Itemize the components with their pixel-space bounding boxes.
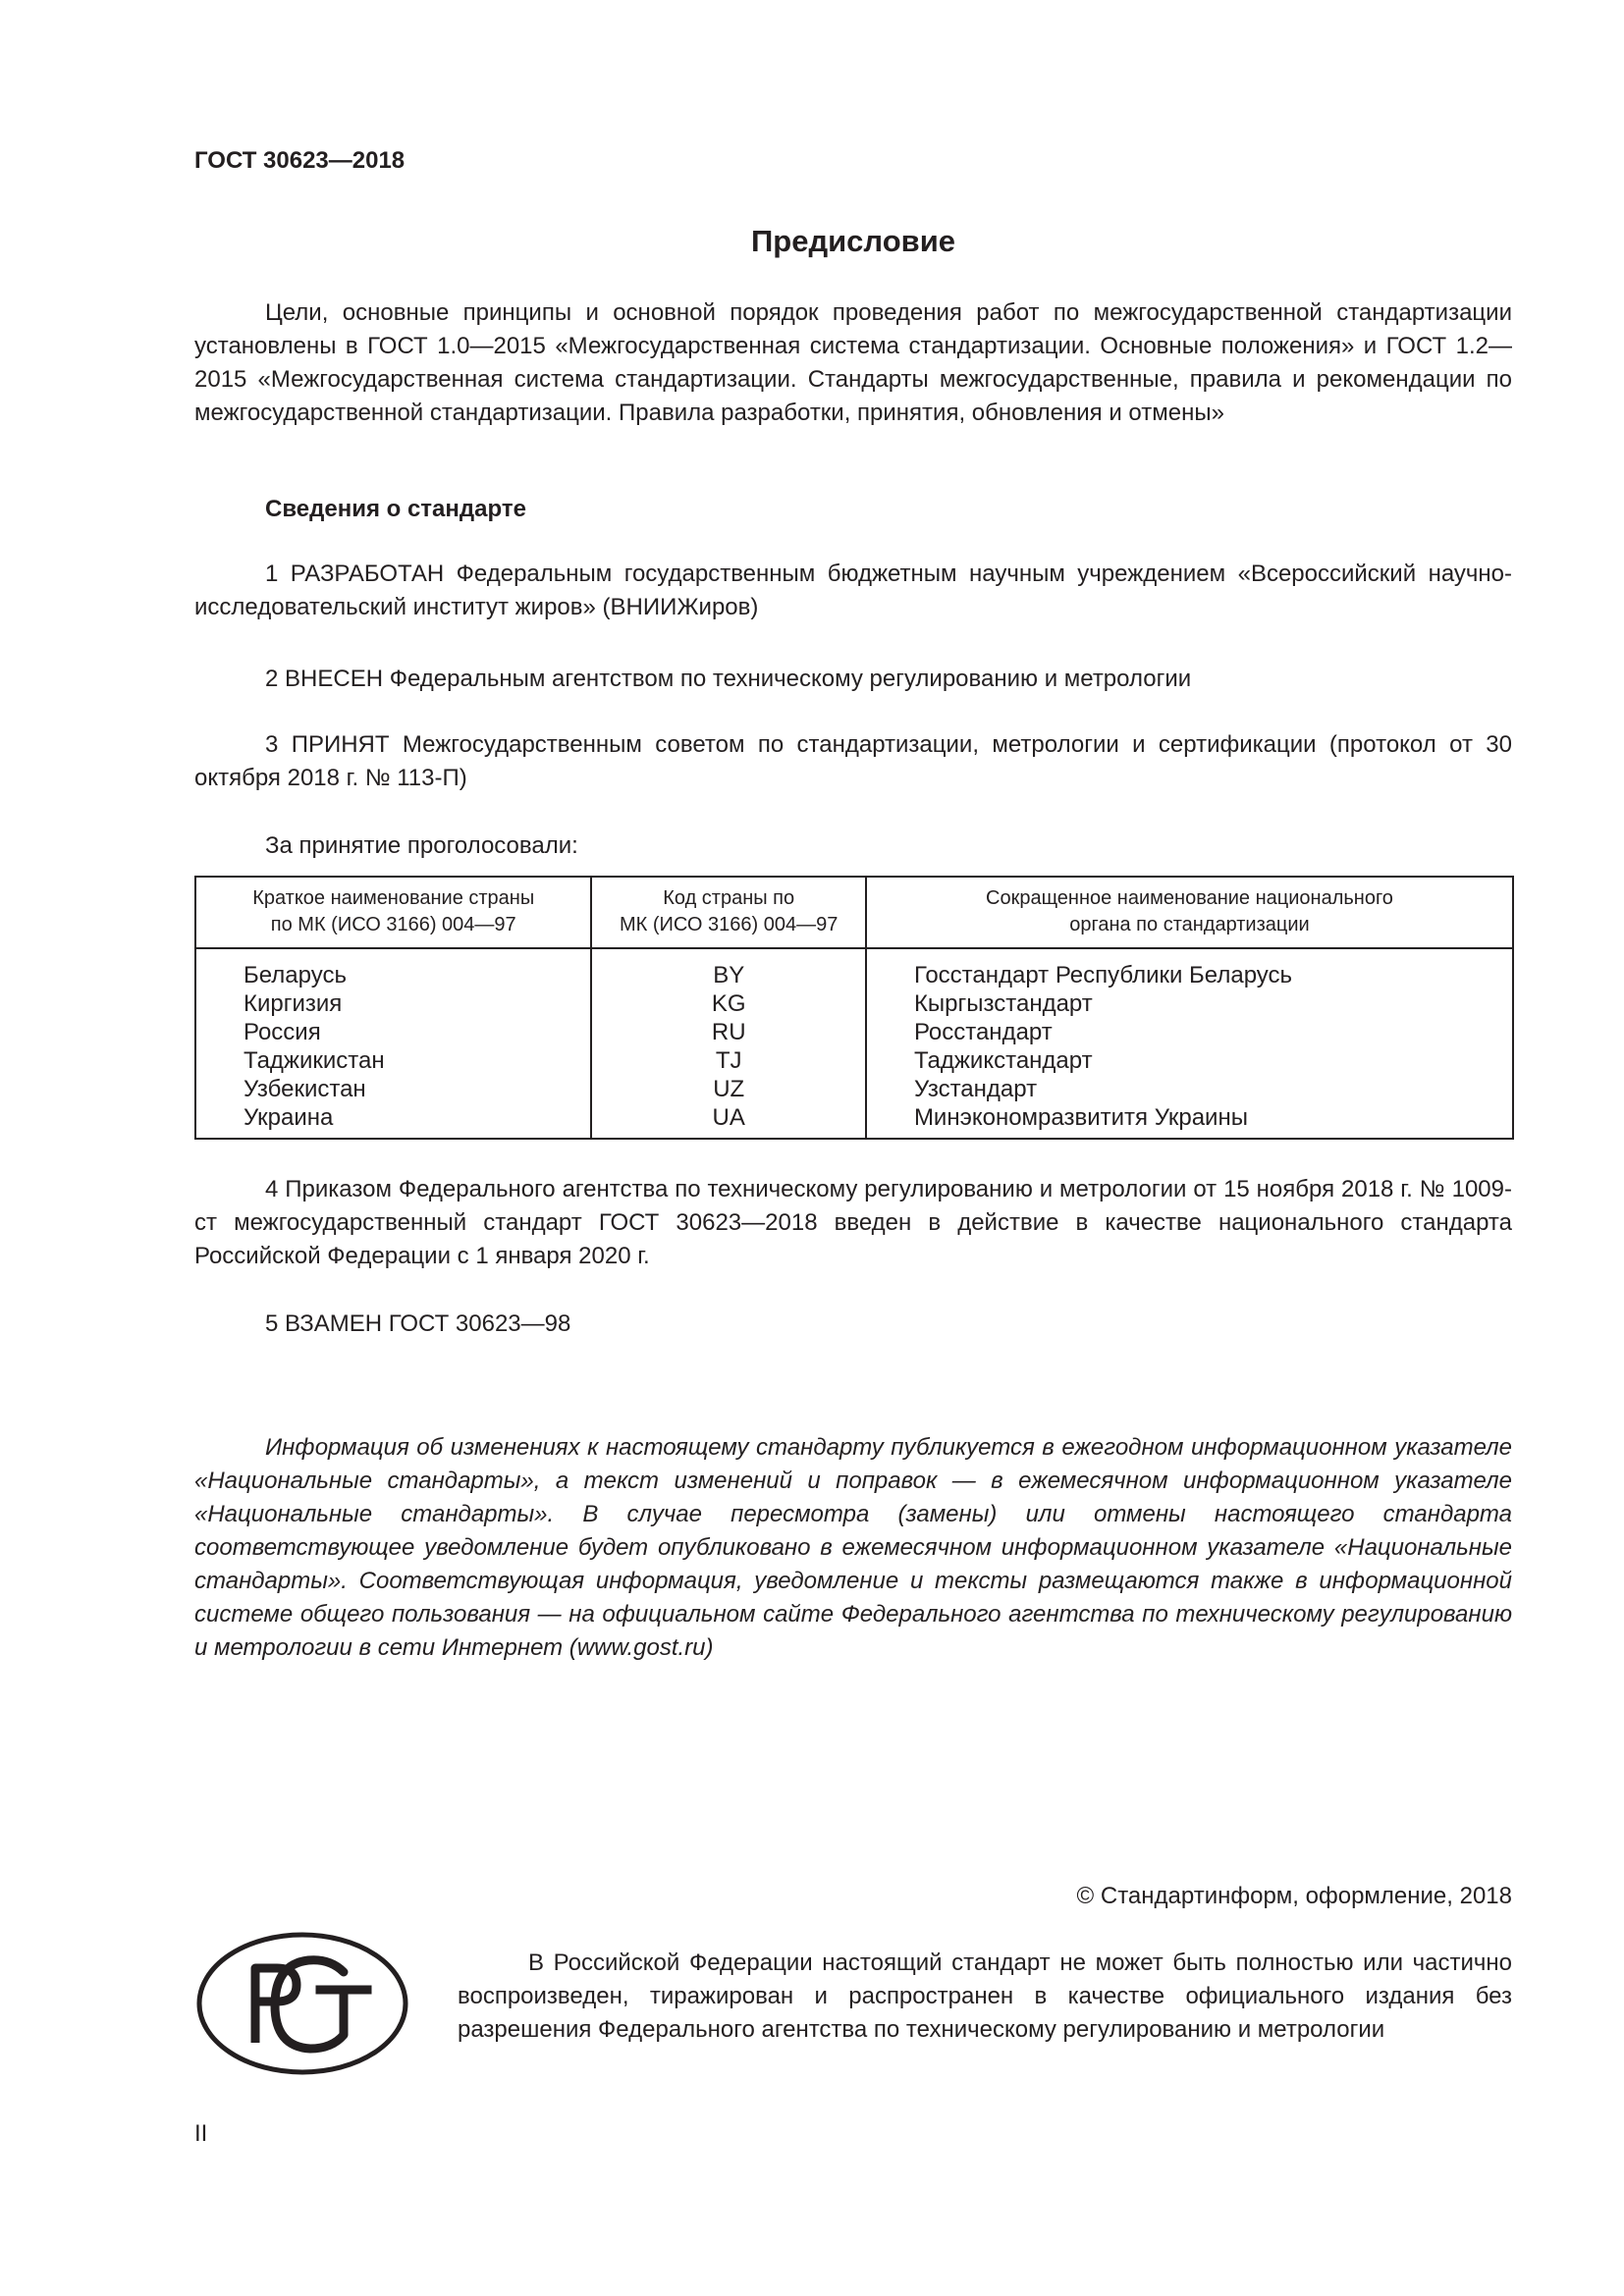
- cell-code: TJ: [591, 1046, 865, 1075]
- header-country: [195, 877, 591, 948]
- header-body-line2: органа по стандартизации: [1069, 914, 1310, 935]
- table-row: [195, 948, 1513, 989]
- voting-table: [194, 876, 1514, 1140]
- header-body-line1: Сокращенное наименование национального: [986, 887, 1393, 909]
- rights-notice-paragraph: В Российской Федерации настоящий стандарт не может быть полностью или частично воспроизведен, тиражирован и распространен в качестве официального издания без разрешения Федерального агентства по техническому регулированию и метрологии: [458, 1949, 1512, 2043]
- intro-paragraph: Цели, основные принципы и основной порядок проведения работ по межгосударственной стандартизации установлены в ГОСТ 1.0—2015 «Межгосударственная система стандартизации. Основные положения» и ГОСТ 1.2—2015 «Межгосударственная система стандартизации. Стандарты межгосударственные, правила и рекомендации по межгосударственной стандартизации. Правила разработки, принятия, обновления и отмены»: [194, 299, 1512, 426]
- copyright-line: © Стандартинформ, оформление, 2018: [1076, 1883, 1512, 1909]
- table-header-row: [195, 877, 1513, 948]
- cell-body: Росстандарт: [866, 1018, 1513, 1046]
- cell-country: Россия: [195, 1018, 591, 1046]
- cell-code: BY: [591, 948, 865, 989]
- table-row: [195, 1046, 1513, 1075]
- cell-code: KG: [591, 989, 865, 1018]
- voted-label: За принятие проголосовали:: [265, 832, 578, 859]
- cell-country: Беларусь: [195, 948, 591, 989]
- cell-code: RU: [591, 1018, 865, 1046]
- page-title: Предисловие: [750, 224, 955, 258]
- item-developed: 1 РАЗРАБОТАН Федеральным государственным бюджетным научным учреждением «Всероссийский научно-исследовательский институт жиров» (ВНИИЖиров): [194, 561, 1512, 620]
- table-row: [195, 989, 1513, 1018]
- table-row: [195, 1018, 1513, 1046]
- cell-body: Таджикстандарт: [866, 1046, 1513, 1075]
- header-code: [591, 877, 865, 948]
- cell-body: Кыргызстандарт: [866, 989, 1513, 1018]
- table-row: [195, 1103, 1513, 1139]
- page-number: II: [194, 2120, 208, 2147]
- table-row: [195, 1075, 1513, 1103]
- item-adopted: 3 ПРИНЯТ Межгосударственным советом по стандартизации, метрологии и сертификации (протокол от 30 октября 2018 г. № 113-П): [194, 731, 1512, 791]
- cell-code: UA: [591, 1103, 865, 1139]
- header-body: [866, 877, 1513, 948]
- cell-country: Киргизия: [195, 989, 591, 1018]
- header-code-line2: МК (ИСО 3166) 004—97: [620, 914, 839, 935]
- header-code-line1: Код страны по: [663, 887, 795, 909]
- rst-certification-mark-icon: [194, 1929, 410, 2078]
- header-country-line2: по МК (ИСО 3166) 004—97: [270, 914, 516, 935]
- cell-country: Таджикистан: [195, 1046, 591, 1075]
- cell-body: Минэкономразвититя Украины: [866, 1103, 1513, 1139]
- cell-body: Узстандарт: [866, 1075, 1513, 1103]
- document-id: ГОСТ 30623—2018: [194, 147, 406, 174]
- cell-country: Украина: [195, 1103, 591, 1139]
- change-notice-paragraph: Информация об изменениях к настоящему стандарту публикуется в ежегодном информационном указателе «Национальные стандарты», а текст изменений и поправок — в ежемесячном информационном указателе «Национальные стандарты». В случае пересмотра (замены) или отмены настоящего стандарта соответствующее уведомление будет опубликовано в ежемесячном информационном указателе «Национальные стандарты». Соответствующая информация, уведомление и тексты размещаются также в информационной системе общего пользования — на официальном сайте Федерального агентства по техническому регулированию и метрологии в сети Интернет (www.gost.ru): [194, 1434, 1512, 1661]
- cell-body: Госстандарт Республики Беларусь: [866, 948, 1513, 989]
- item-submitted: 2 ВНЕСЕН Федеральным агентством по техническому регулированию и метрологии: [265, 666, 1192, 692]
- item-order: 4 Приказом Федерального агентства по техническому регулированию и метрологии от 15 ноября 2018 г. № 1009-ст межгосударственный стандарт ГОСТ 30623—2018 введен в действие в качестве национального стандарта Российской Федерации с 1 января 2020 г.: [194, 1176, 1512, 1269]
- info-heading: Сведения о стандарте: [265, 496, 526, 522]
- item-replaces: 5 ВЗАМЕН ГОСТ 30623—98: [265, 1310, 571, 1337]
- cell-code: UZ: [591, 1075, 865, 1103]
- cell-country: Узбекистан: [195, 1075, 591, 1103]
- header-country-line1: Краткое наименование страны: [252, 887, 535, 909]
